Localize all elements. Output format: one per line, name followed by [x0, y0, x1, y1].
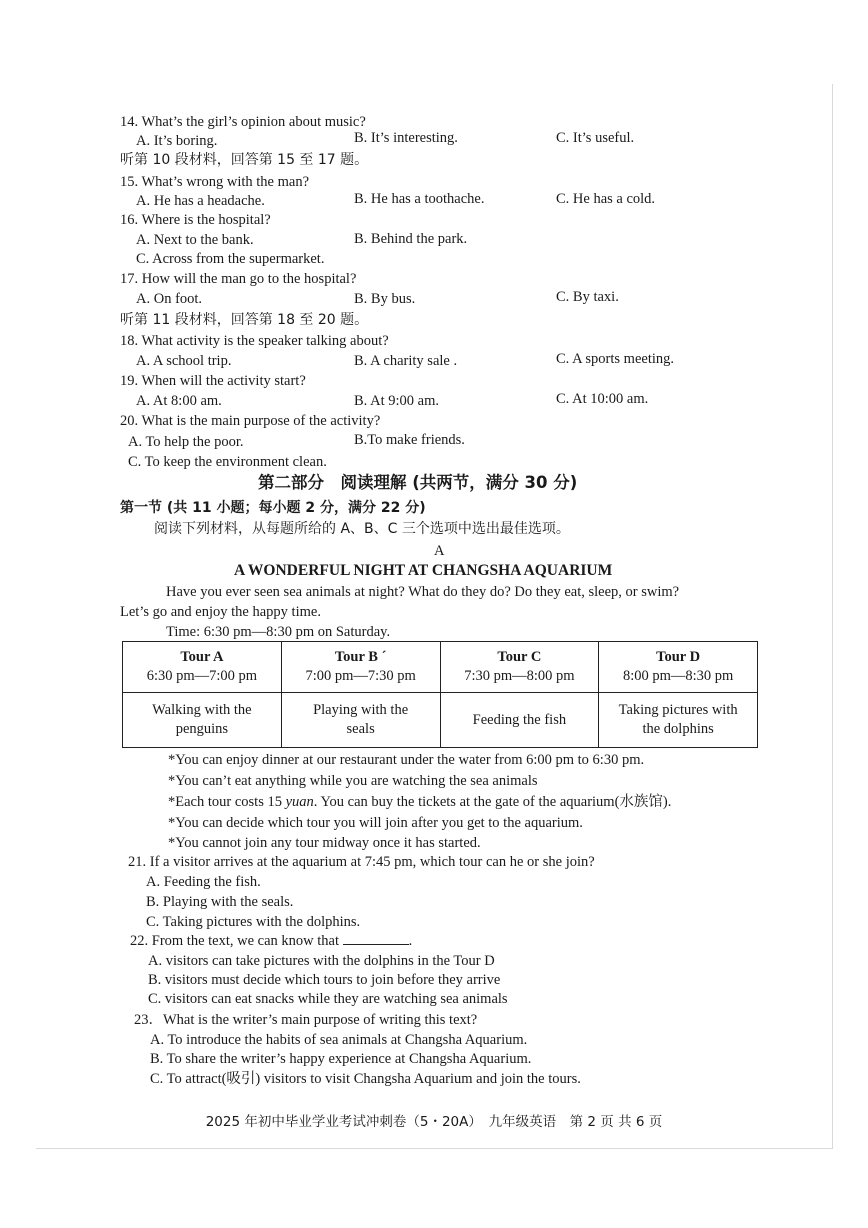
question-19: 19. When will the activity start? [120, 373, 306, 389]
q18-option-b: B. A charity sale . [354, 353, 458, 369]
q20-option-b: B.To make friends. [354, 432, 465, 448]
tour-d-activity-line-1: Taking pictures with [618, 702, 738, 718]
q17-option-c: C. By taxi. [556, 289, 619, 305]
intro-line-1: Have you ever seen sea animals at night? What do they do? Do they eat, sleep, or swim? [166, 584, 680, 600]
question-21: 21. If a visitor arrives at the aquarium at 7:45 pm, which tour can he or she join? [128, 854, 595, 870]
tour-c-time: 7:30 pm—8:00 pm [464, 668, 575, 684]
tour-a-activity-line-1: Walking with the [152, 702, 252, 718]
question-18: 18. What activity is the speaker talking about? [120, 333, 389, 349]
q22-option-c: C. visitors can eat snacks while they are watching sea animals [148, 991, 508, 1007]
q23-option-c: C. To attract(吸引) visitors to visit Changsha Aquarium and join the tours. [150, 1071, 581, 1087]
q19-option-a: A. At 8:00 am. [136, 393, 222, 409]
note-4: *You can decide which tour you will join after you get to the aquarium. [168, 815, 583, 831]
tour-b-name: Tour B ˊ [334, 649, 387, 665]
passage-letter: A [434, 543, 445, 559]
question-23: 23．What is the writer’s main purpose of writing this text? [134, 1012, 478, 1028]
q23-option-b: B. To share the writer’s happy experience at Changsha Aquarium. [150, 1051, 532, 1067]
q14-option-b: B. It’s interesting. [354, 130, 458, 146]
question-14: 14. What’s the girl’s opinion about music? [120, 114, 366, 130]
q19-option-c: C. At 10:00 am. [556, 391, 649, 407]
note-3 [168, 793, 671, 811]
note-3-end: . You can buy the tickets at the gate of the aquarium(水族馆). [313, 794, 672, 810]
q19-option-b: B. At 9:00 am. [354, 393, 439, 409]
tour-a-activity-line-2: penguins [175, 721, 229, 737]
tour-c-name: Tour C [497, 649, 542, 665]
tour-c-activity [440, 693, 599, 748]
section-10-instruction: 听第 10 段材料，回答第 15 至 17 题。 [120, 152, 369, 168]
tour-c-activity-line-1: Feeding the fish [472, 711, 567, 728]
tour-a-activity [123, 693, 282, 748]
tour-c-header [440, 642, 599, 693]
tour-d-activity [599, 693, 758, 748]
tour-b-time: 7:00 pm—7:30 pm [305, 668, 416, 684]
q14-option-c: C. It’s useful. [556, 130, 635, 146]
passage-title: A WONDERFUL NIGHT AT CHANGSHA AQUARIUM [234, 562, 613, 579]
tour-d-activity-line-2: the dolphins [642, 721, 714, 737]
section-11-instruction: 听第 11 段材料，回答第 18 至 20 题。 [120, 312, 369, 328]
tour-d-time: 8:00 pm—8:30 pm [622, 668, 734, 684]
tours-header-row [123, 642, 758, 693]
tour-time-line: Time: 6:30 pm—8:30 pm on Saturday. [166, 624, 391, 640]
reading-instruction: 阅读下列材料，从每题所给的 A、B、C 三个选项中选出最佳选项。 [154, 521, 570, 537]
q16-option-a: A. Next to the bank. [136, 232, 254, 248]
q18-option-a: A. A school trip. [136, 353, 232, 369]
question-22 [130, 932, 412, 950]
question-15: 15. What’s wrong with the man? [120, 174, 310, 190]
note-5: *You cannot join any tour midway once it has started. [168, 835, 481, 851]
q22-period: . [408, 933, 413, 949]
q17-option-b: B. By bus. [354, 291, 416, 307]
q22-stem: 22. From the text, we can know that [130, 933, 339, 949]
tour-d-name: Tour D [656, 649, 701, 665]
tour-b-activity-line-1: Playing with the [313, 702, 409, 718]
q21-option-b: B. Playing with the seals. [146, 894, 294, 910]
tour-a-header [123, 642, 282, 693]
part-two-title: 第二部分 阅读理解 (共两节，满分 30 分) [258, 473, 578, 492]
q16-option-b: B. Behind the park. [354, 231, 468, 247]
tours-table [122, 641, 758, 748]
intro-line-2: Let’s go and enjoy the happy time. [120, 604, 321, 620]
q21-option-a: A. Feeding the fish. [146, 874, 261, 890]
q21-option-c: C. Taking pictures with the dolphins. [146, 914, 361, 930]
q15-option-b: B. He has a toothache. [354, 191, 485, 207]
section-one-title: 第一节 (共 11 小题；每小题 2 分，满分 22 分) [120, 500, 426, 516]
note-2: *You can’t eat anything while you are watching the sea animals [168, 773, 538, 789]
q20-option-c: C. To keep the environment clean. [128, 454, 327, 470]
q15-option-a: A. He has a headache. [136, 193, 265, 209]
q23-option-a: A. To introduce the habits of sea animals at Changsha Aquarium. [150, 1032, 528, 1048]
q17-option-a: A. On foot. [136, 291, 203, 307]
tour-a-time: 6:30 pm—7:00 pm [146, 668, 258, 684]
tours-activity-row [123, 693, 758, 748]
question-17: 17. How will the man go to the hospital? [120, 271, 357, 287]
page-footer: 2025 年初中毕业学业考试冲刺卷（5・20A） 九年级英语 第 2 页 共 6 页 [205, 1114, 663, 1130]
q22-option-a: A. visitors can take pictures with the dolphins in the Tour D [148, 953, 495, 969]
note-3-currency: yuan [285, 794, 314, 810]
q20-option-a: A. To help the poor. [128, 434, 244, 450]
tour-d-header [599, 642, 758, 693]
answer-blank [343, 932, 409, 945]
tour-a-name: Tour A [180, 649, 224, 665]
question-16: 16. Where is the hospital? [120, 212, 271, 228]
tour-b-activity [281, 693, 440, 748]
note-3-start: *Each tour costs 15 [168, 794, 286, 810]
q14-option-a: A. It’s boring. [136, 133, 218, 149]
note-1: *You can enjoy dinner at our restaurant under the water from 6:00 pm to 6:30 pm. [168, 752, 645, 768]
tour-b-activity-line-2: seals [346, 721, 375, 737]
question-20: 20. What is the main purpose of the activity? [120, 413, 381, 429]
q16-option-c: C. Across from the supermarket. [136, 251, 325, 267]
q18-option-c: C. A sports meeting. [556, 351, 675, 367]
tour-b-header [281, 642, 440, 693]
q15-option-c: C. He has a cold. [556, 191, 656, 207]
q22-option-b: B. visitors must decide which tours to join before they arrive [148, 972, 501, 988]
